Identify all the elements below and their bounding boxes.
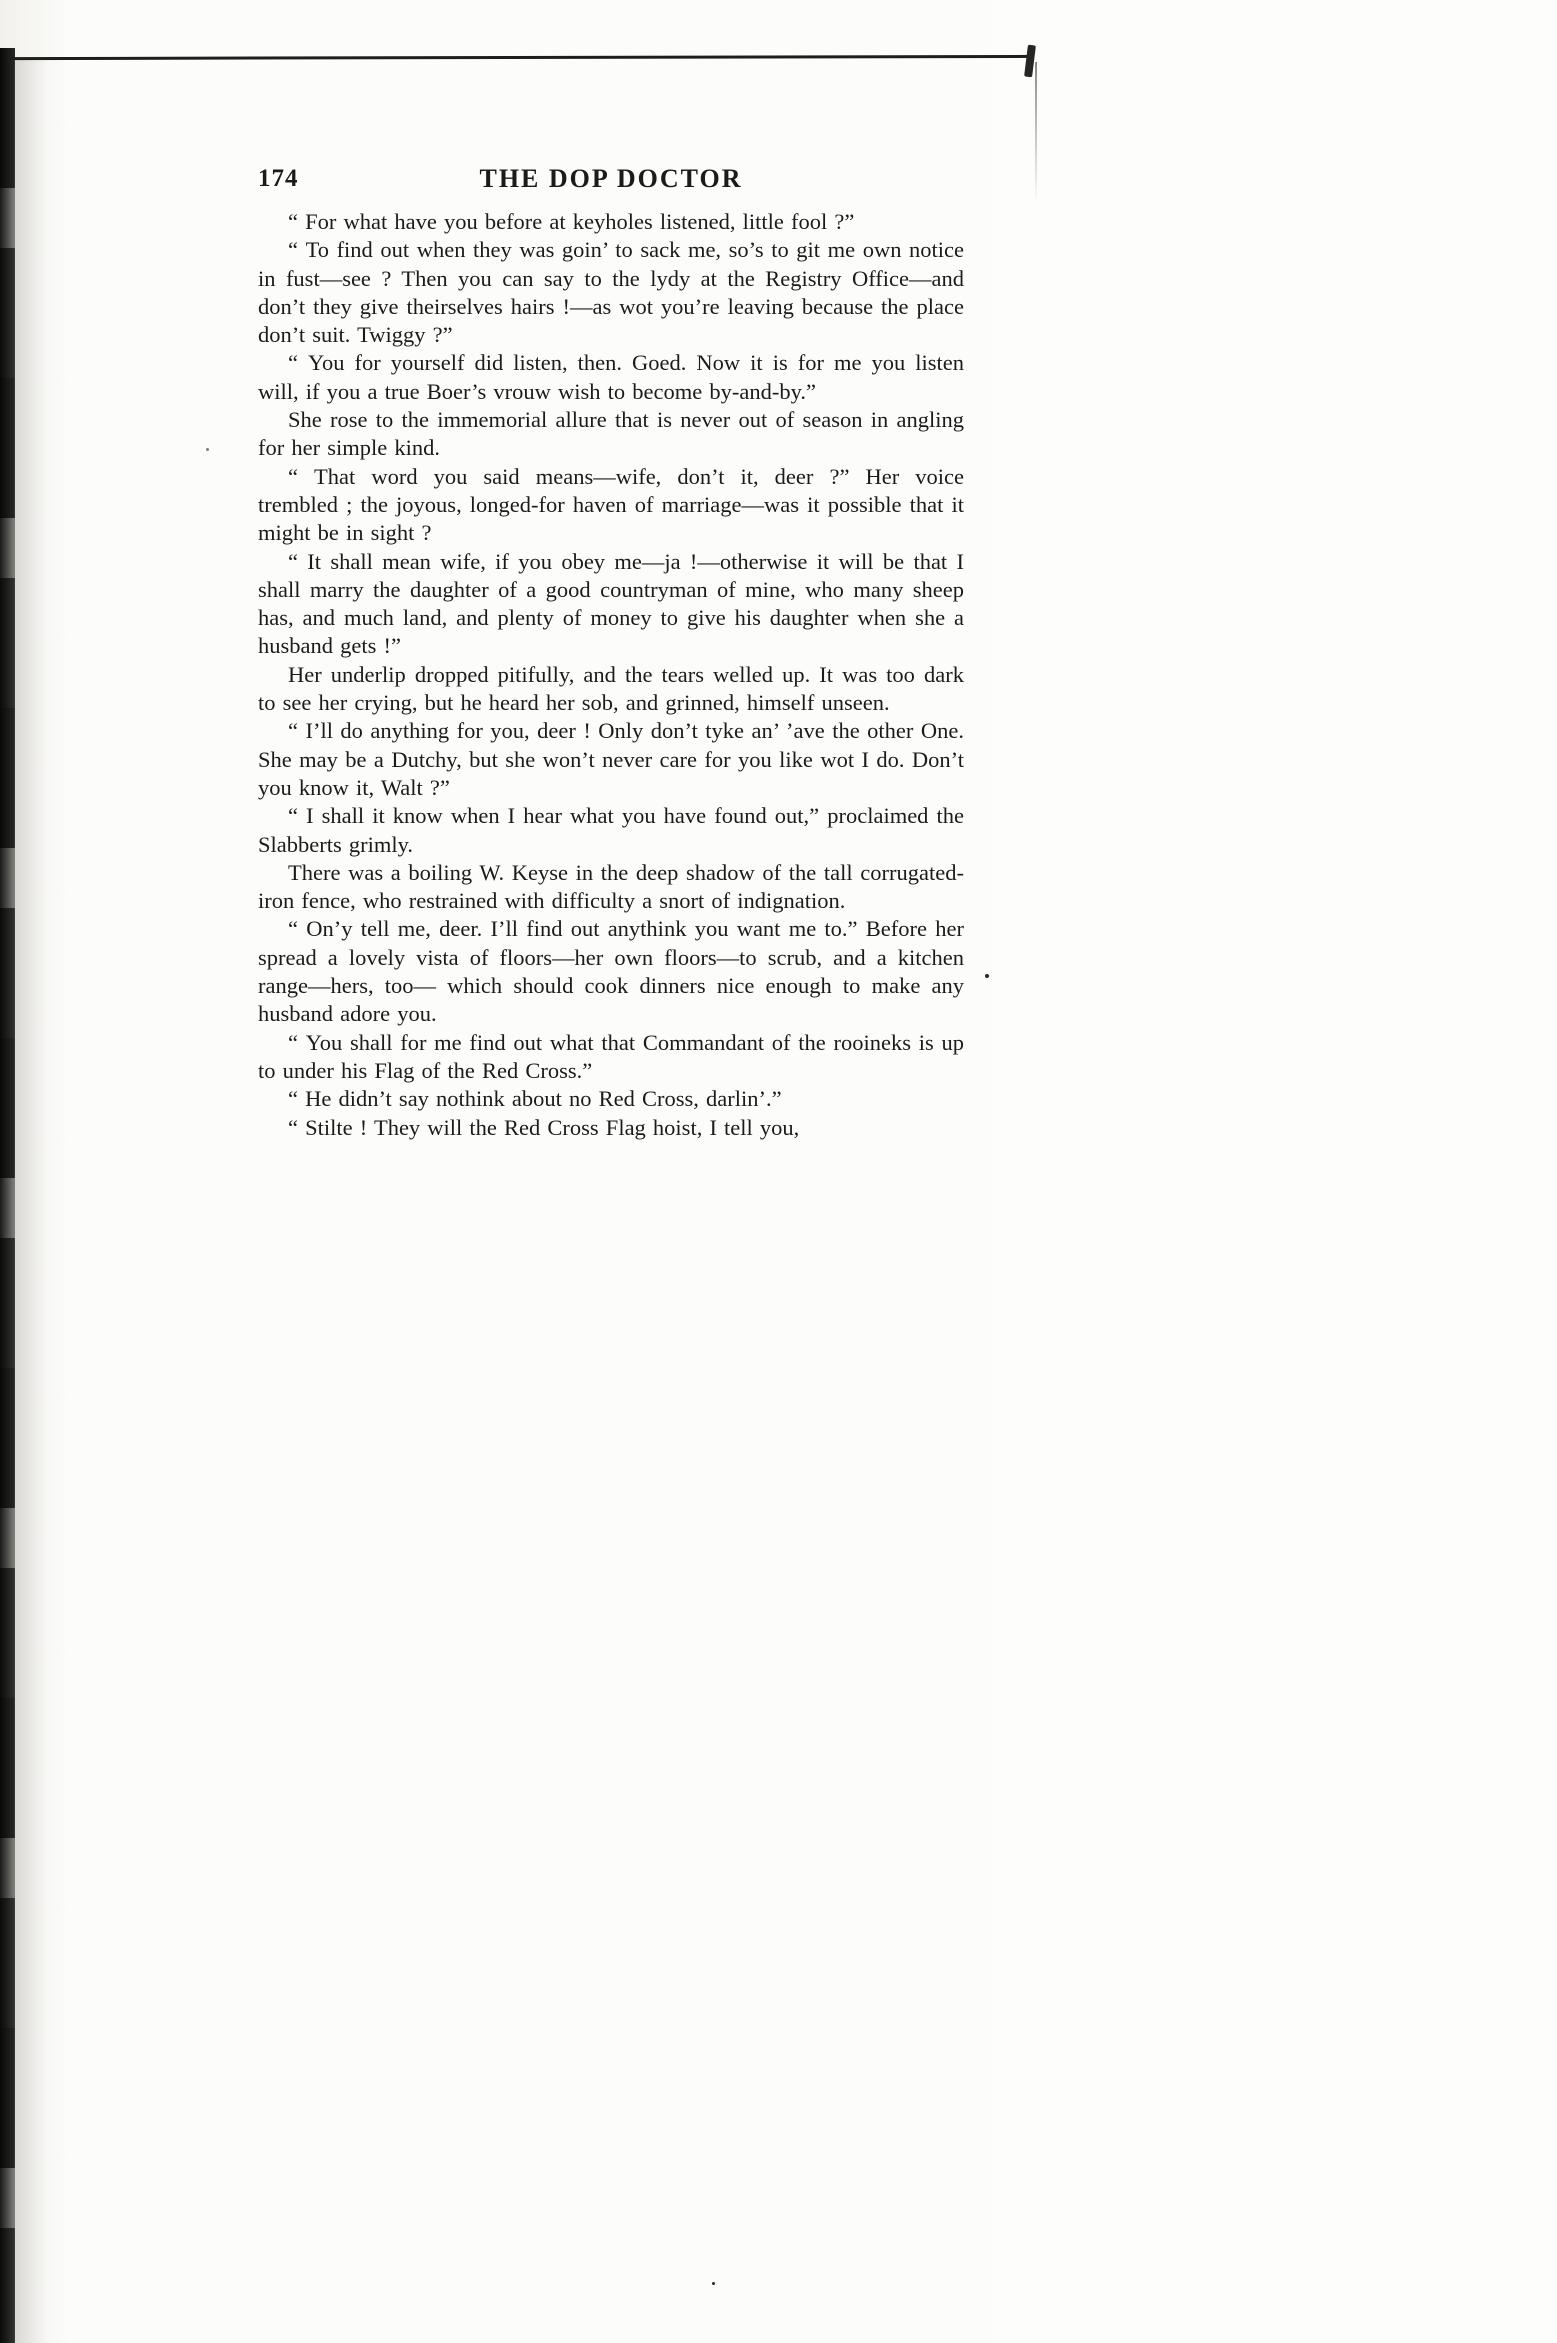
body-text	[258, 208, 964, 1142]
ink-speck	[985, 974, 989, 978]
paragraph: “ For what have you before at keyholes listened, little fool ?”	[288, 209, 855, 234]
page-content	[258, 164, 964, 1142]
paragraph: “ He didn’t say nothink about no Red Cross, darlin’.”	[288, 1086, 782, 1112]
page-number: 174	[258, 165, 299, 192]
paragraph: “ Stilte ! They will the Red Cross Flag hoist, I tell you,	[288, 1114, 800, 1140]
paragraph: Her underlip dropped pitifully, and the tears welled up. It was too dark to see her crying, but he heard her sob, and grinned, himself unseen.	[258, 661, 964, 716]
paragraph: “ It shall mean wife, if you obey me—ja !—otherwise it will be that I shall marry the daughter of a good countryman of mine, who many sheep has, and much land, and plenty of money to give his daughter when she a husband gets !”	[258, 548, 964, 659]
paragraph: She rose to the immemorial allure that is never out of season in angling for her simple kind.	[258, 407, 964, 461]
ink-speck	[206, 448, 209, 451]
running-title: THE DOP DOCTOR	[479, 164, 743, 193]
ink-speck	[712, 2282, 715, 2285]
paragraph: “ To find out when they was goin’ to sack me, so’s to git me own notice in fust—see ? Then you can say to the lydy at the Registry Office—and don’t they give theirselves hairs !—as wot you’re leaving because the place don’t suit. Twiggy ?”	[258, 237, 964, 348]
paragraph: There was a boiling W. Keyse in the deep shadow of the tall corrugated-iron fence, who restrained with difficulty a snort of indignation.	[258, 859, 964, 914]
paragraph: “ On’y tell me, deer. I’ll find out anythink you want me to.” Before her spread a lovely vista of floors—her own floors—to scrub, and a kitchen range—hers, too— which should cook dinners nice enough to make any husband adore you.	[258, 916, 964, 1027]
page-right-edge	[1035, 62, 1037, 202]
page-top-edge	[10, 55, 1034, 60]
paragraph: “ I’ll do anything for you, deer ! Only don’t tyke an’ ’ave the other One. She may be a Dutchy, but she won’t never care for you like wot I do. Don’t you know it, Walt ?”	[258, 718, 964, 800]
paragraph: “ You for yourself did listen, then. Goed. Now it is for me you listen will, if you a true Boer’s vrouw wish to become by-and-by.”	[258, 350, 964, 404]
paragraph: “ That word you said means—wife, don’t it, deer ?” Her voice trembled ; the joyous, longed-for haven of marriage—was it possible that it might be in sight ?	[258, 463, 964, 546]
paragraph: “ I shall it know when I hear what you have found out,” proclaimed the Slabberts grimly.	[258, 803, 964, 857]
page-header	[258, 164, 964, 196]
binding-shadow	[0, 48, 15, 2343]
paragraph: “ You shall for me find out what that Commandant of the rooineks is up to under his Flag of the Red Cross.”	[258, 1029, 964, 1083]
binding-shadow-soft	[14, 60, 48, 2343]
